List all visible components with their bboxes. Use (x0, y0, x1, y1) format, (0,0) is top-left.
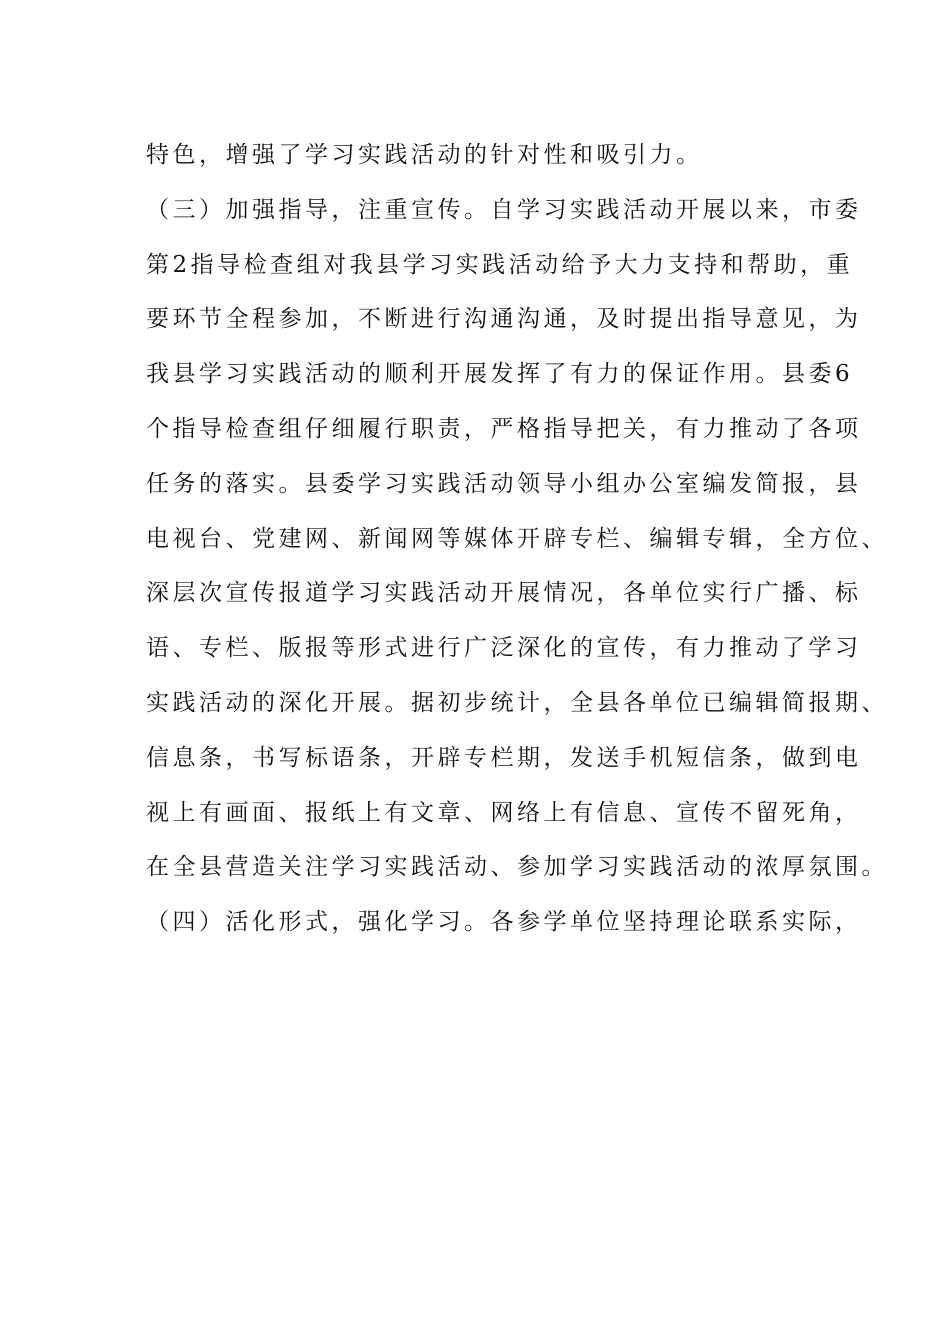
text-line: 语、专栏、版报等形式进行广泛深化的宣传，有力推动了学习 (146, 635, 862, 662)
text-line: 个指导检查组仔细履行职责，严格指导把关，有力推动了各项 (146, 415, 862, 442)
text-line: 在全县营造关注学习实践活动、参加学习实践活动的浓厚氛围。 (146, 854, 888, 881)
text-line: 深层次宣传报道学习实践活动开展情况，各单位实行广播、标 (146, 580, 862, 607)
body-text (146, 128, 888, 950)
text-line: （三）加强指导，注重宣传。自学习实践活动开展以来，市委 (146, 196, 862, 223)
text-line: 要环节全程参加，不断进行沟通沟通，及时提出指导意见，为 (146, 306, 862, 333)
text-line: 电视台、党建网、新闻网等媒体开辟专栏、编辑专辑，全方位、 (146, 525, 888, 552)
text-line: 实践活动的深化开展。据初步统计，全县各单位已编辑简报期、 (146, 689, 888, 716)
text-line: 任务的落实。县委学习实践活动领导小组办公室编发简报，县 (146, 470, 862, 497)
text-line: 第2指导检查组对我县学习实践活动给予大力支持和帮助，重 (146, 251, 854, 278)
text-line: 信息条，书写标语条，开辟专栏期，发送手机短信条，做到电 (146, 744, 862, 771)
text-line: 特色，增强了学习实践活动的针对性和吸引力。 (146, 142, 703, 168)
text-line: 我县学习实践活动的顺利开展发挥了有力的保证作用。县委6 (146, 361, 854, 388)
text-line: 视上有画面、报纸上有文章、网络上有信息、宣传不留死角， (146, 799, 862, 826)
text-line: （四）活化形式，强化学习。各参学单位坚持理论联系实际， (146, 909, 862, 936)
